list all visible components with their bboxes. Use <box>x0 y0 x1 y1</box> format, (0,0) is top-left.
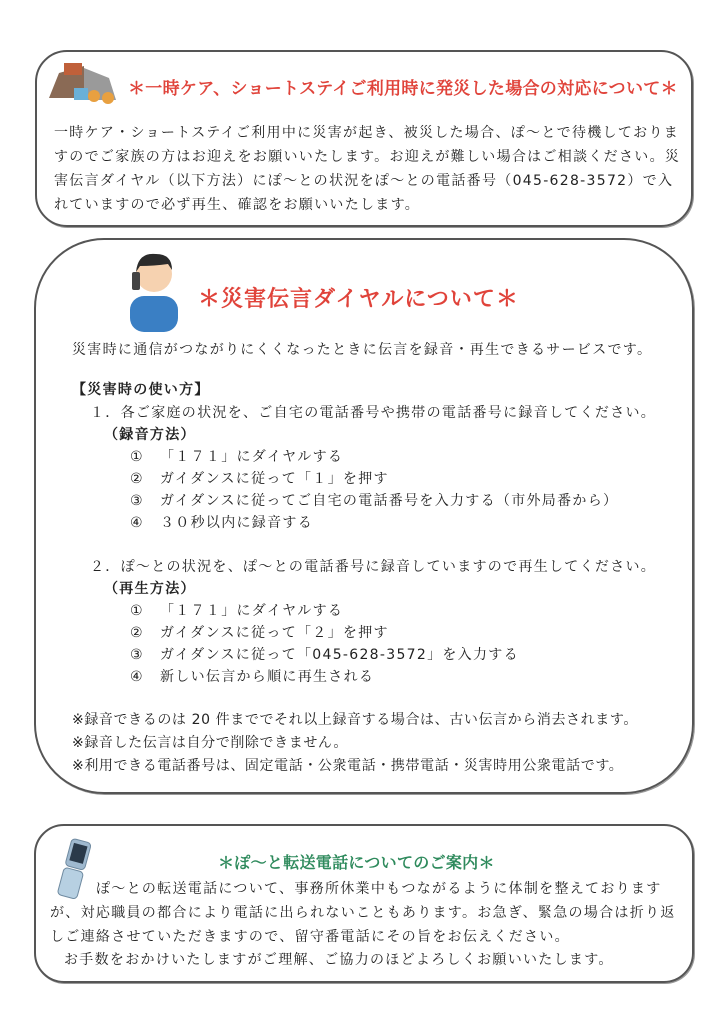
section3-line: ぽ～との転送電話について、事務所休業中もつながるように体制を整えております <box>96 881 662 897</box>
record-step-num: ② <box>130 471 144 487</box>
section3-title: ＊ぽ～と転送電話についてのご案内＊ <box>218 853 495 872</box>
person-on-phone-illustration-icon <box>126 246 182 332</box>
usage-heading: 【災害時の使い方】 <box>72 382 210 398</box>
record-step-num: ④ <box>130 515 144 531</box>
step1-text: １．各ご家庭の状況を、ご自宅の電話番号や携帯の電話番号に録音してください。 <box>90 405 657 421</box>
record-step-text: ３０秒以内に録音する <box>160 515 313 531</box>
section3-line: しご連絡させていただきますので、留守番電話にその旨をお伝えください。 <box>50 929 570 945</box>
step2-text: ２．ぽ～との状況を、ぽ～との電話番号に録音していますので再生してください。 <box>90 559 657 575</box>
note: ※録音できるのは 20 件まででそれ以上録音する場合は、古い伝言から消去されます。 <box>72 712 638 728</box>
play-step-text: 新しい伝言から順に再生される <box>160 669 375 685</box>
note: ※利用できる電話番号は、固定電話・公衆電話・携帯電話・災害時用公衆電話です。 <box>72 758 624 774</box>
section2-title: ＊災害伝言ダイヤルについて＊ <box>198 287 519 312</box>
record-step-num: ① <box>130 449 144 465</box>
play-step-num: ② <box>130 625 144 641</box>
section3-line: お手数をおかけいたしますがご理解、ご協力のほどよろしくお願いいたします。 <box>64 952 614 968</box>
record-step-text: ガイダンスに従ってご自宅の電話番号を入力する（市外局番から） <box>160 493 619 509</box>
play-step-text: ガイダンスに従って「２」を押す <box>160 625 389 641</box>
section3-line: が、対応職員の都合により電話に出られないこともあります。お急ぎ、緊急の場合は折り返 <box>50 905 676 921</box>
play-step-text: ガイダンスに従って「045-628-3572」を入力する <box>160 647 519 663</box>
intro-text: 災害時に通信がつながりにくくなったときに伝言を録音・再生できるサービスです。 <box>72 342 653 358</box>
play-step-num: ① <box>130 603 144 619</box>
record-step-text: ガイダンスに従って「１」を押す <box>160 471 389 487</box>
record-step-text: 「１７１」にダイヤルする <box>160 449 344 465</box>
record-heading: （録音方法） <box>104 427 196 443</box>
section1-line: 一時ケア・ショートステイご利用中に災害が起き、被災した場合、ぽ～とで待機しておりま <box>54 125 680 141</box>
section1-line: すのでご家族の方はお迎えをお願いいたします。お迎えが難しい場合はご相談ください。災 <box>54 149 681 165</box>
collapsed-house-illustration-icon <box>44 58 124 108</box>
play-step-num: ③ <box>130 647 144 663</box>
play-step-num: ④ <box>130 669 144 685</box>
play-step-text: 「１７１」にダイヤルする <box>160 603 344 619</box>
record-step-num: ③ <box>130 493 144 509</box>
section1-title: ＊一時ケア、ショートステイご利用時に発災した場合の対応について＊ <box>128 79 678 99</box>
note: ※録音した伝言は自分で削除できません。 <box>72 735 348 751</box>
section1-line: れていますので必ず再生、確認をお願いいたします。 <box>54 197 421 213</box>
play-heading: （再生方法） <box>104 581 196 597</box>
mobile-phone-illustration-icon <box>52 838 98 902</box>
section1-line: 害伝言ダイヤル（以下方法）にぽ～との状況をぽ～との電話番号（045-628-3572）で入 <box>54 173 674 189</box>
